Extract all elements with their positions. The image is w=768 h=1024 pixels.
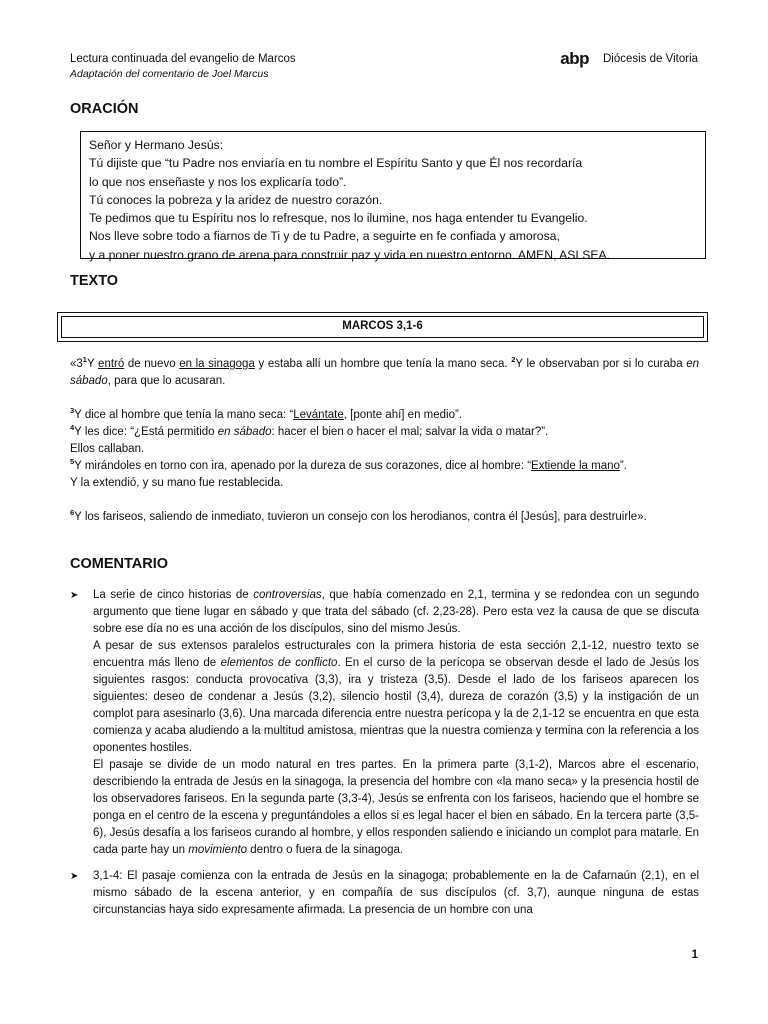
arrowhead-bullet-icon: ➤	[70, 590, 79, 601]
list-item	[70, 587, 699, 859]
commentary-text	[70, 587, 699, 919]
verse-3: $^3$Y dice al hombre que tenía la mano seca: “Levántate, [ponte ahí] en medio”.	[70, 406, 463, 421]
verse-4b: Ellos callaban.	[70, 443, 145, 455]
header-left	[70, 52, 296, 82]
arrowhead-bullet-icon: ➤	[70, 871, 79, 882]
prayer-line: lo que nos enseñaste y nos los explicaría todo”.	[89, 174, 347, 189]
header-right	[560, 51, 698, 66]
prayer-line: Señor y Hermano Jesús:	[89, 138, 224, 152]
page-number: 1	[691, 949, 698, 961]
list-item	[70, 868, 699, 919]
commentary-paragraph: A pesar de sus extensos paralelos estructurales con la primera historia de esta sección 2,1-12, nuestro texto se encuentra más lleno de elementos de conflicto. En el curso de la perícopa se observan desde el lado de Jesús los siguientes rasgos: conducta provocativa (3,3), ira y tristeza (3,5). Desde el lado de los fariseos aparecen los siguientes: deseo de condenar a Jesús (3,2), silencio hostil (3,4), dureza de corazón (3,5) y la instigación de un complot para asesinarlo (3,6). Una marcada diferencia entre nuestra perícopa y la de 2,1-12 se encuentra en que esta comienza y acaba aludiendo a la multitud amistosa, mientras que la nuestra comienza y termina con la referencia a los oponentes hostiles.	[93, 640, 699, 754]
prayer-line: y a poner nuestro grano de arena para construir paz y vida en nuestro entorno. AMEN, ASI SEA.	[89, 247, 610, 262]
verse-1-2: «$3^1Y$ entró de nuevo en la sinagoga y estaba allí un hombre que tenía la mano seca. $^2$Y le observaban por si lo curaba en sábado, para que lo acusaran.	[70, 355, 700, 387]
prayer-line: Nos lleve sobre todo a fiarnos de Ti y de tu Padre, a seguirte en fe confiada y amorosa,	[89, 229, 560, 244]
prayer-line: Te pedimos que tu Espíritu nos lo refresque, nos lo ilumine, nos haga entender tu Evangelio.	[89, 211, 588, 226]
verse-6: $^6$Y los fariseos, saliendo de inmediato, tuvieron un consejo con los herodianos, contra él [Jesús], para destruirle».	[70, 508, 647, 523]
reference-box	[57, 312, 708, 342]
header-diocese: Diócesis de Vitoria	[602, 52, 698, 65]
prayer-line: Tú dijiste que “tu Padre nos enviaría en tu nombre el Espíritu Santo y que Él nos recordaría	[89, 156, 583, 171]
header-title: Lectura continuada del evangelio de Marcos	[70, 53, 296, 65]
commentary-paragraph: El pasaje se divide de un modo natural en tres partes. En la primera parte (3,1-2), Marcos abre el escenario, describiendo la entrada de Jesús en la sinagoga, la presencia del hombre con «la mano seca» y la presencia hostil de los observadores fariseos. En la segunda parte (3,3-4), Jesús se enfrenta con los fariseos, haciendo que el hombre se ponga en el centro de la escena y preguntándoles a ellos si es legal hacer el bien en sábado. En la tercera parte (3,5-6), Jesús desafía a los fariseos curando al hombre, y ellos responden saliendo e iniciando un complot para matarle. En cada parte hay un movimiento dentro o fuera de la sinagoga.	[93, 759, 700, 856]
comentario-heading: COMENTARIO	[70, 556, 169, 572]
oracion-heading: ORACIÓN	[70, 101, 139, 117]
prayer-box	[80, 131, 706, 262]
reference-title: MARCOS 3,1-6	[61, 316, 704, 338]
abp-logo: abp	[560, 49, 589, 68]
commentary-paragraph: La serie de cinco historias de controversias, que había comenzado en 2,1, termina y se redondea con un segundo argumento que tiene lugar en sábado y que trata del sábado (cf. 2,23-28). Pero esta vez la causa de que se discuta sobre ese día no es una acción de los discípulos, sino del mismo Jesús.	[93, 589, 699, 635]
verse-4: $^4$Y les dice: “¿Está permitido en sábado: hacer el bien o hacer el mal; salvar la vida o matar?”.	[70, 423, 549, 438]
verse-5: $^5$Y mirándoles en torno con ira, apenado por la dureza de sus corazones, dice al hombre: “Extiende la mano”. Y la extendió, y su mano fue restablecida.	[70, 457, 627, 489]
commentary-paragraph: 3,1-4: El pasaje comienza con la entrada de Jesús en la sinagoga; probablemente en la de Cafarnaún (2,1), en el mismo sábado de la escena anterior, y en compañía de sus discípulos (cf. 3,7), aunque ninguna de estas circunstancias haya sido expresamente afirmada. La presencia de un hombre con una	[93, 870, 699, 916]
prayer-line: Tú conoces la pobreza y la aridez de nuestro corazón.	[89, 192, 383, 207]
texto-heading: TEXTO	[70, 273, 119, 289]
header-subtitle: Adaptación del comentario de Joel Marcus	[70, 68, 269, 80]
scripture-text	[70, 356, 699, 526]
